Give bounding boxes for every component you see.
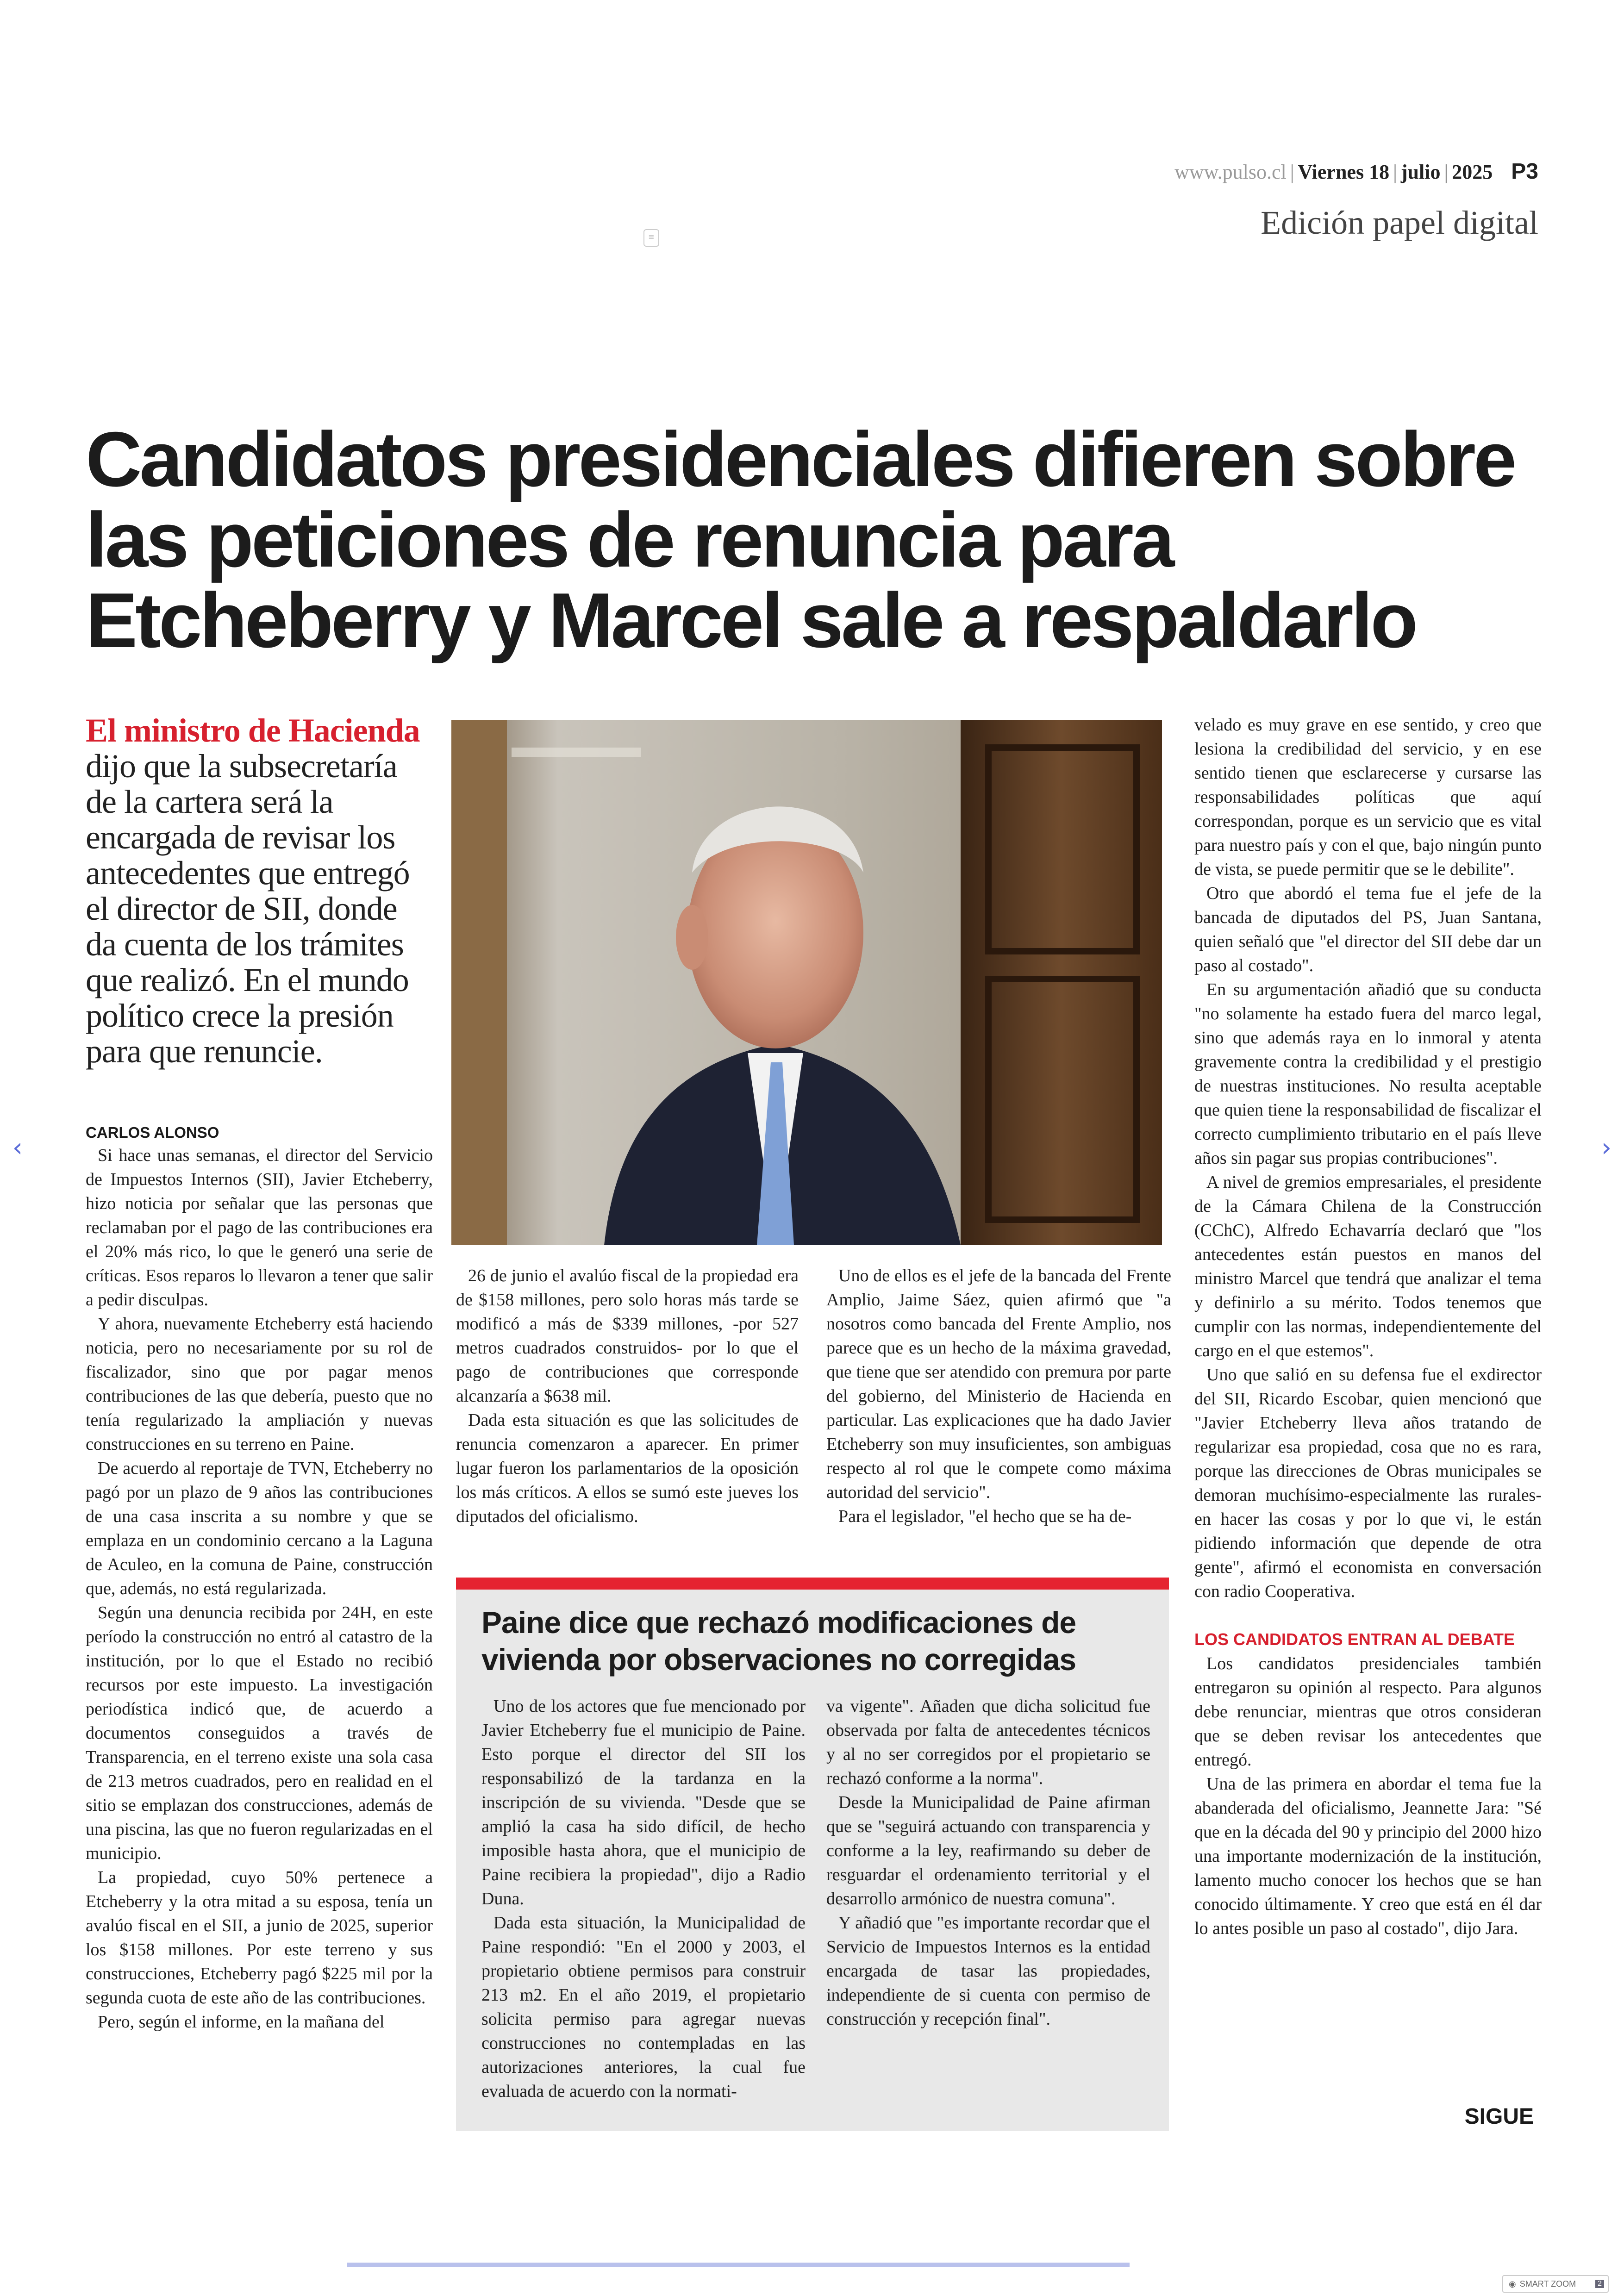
paragraph: La propiedad, cuyo 50% pertenece a Etcheberry y la otra mitad a su esposa, tenía un avalúo fiscal en el SII, a junio de 2025, superior los $158 millones. Por este terreno y sus construcciones, Etcheberry pagó $225 mil por la segunda cuota de este año de las contribuciones. <box>86 1868 433 2008</box>
issue-day: Viernes 18 <box>1298 161 1390 183</box>
scrollbar-thumb[interactable] <box>347 2263 1130 2267</box>
paragraph: En su argumentación añadió que su conducta "no solamente ha estado fuera del marco legal, sino que además raya en lo inmoral y atenta gravemente contra la credibilidad y el prestigio de nuestras instituciones. No resulta aceptable que quien tiene la responsabilidad de fiscalizar el correcto cumplimiento tributario en el país lleve años sin pagar sus propias contribuciones". <box>1194 980 1542 1168</box>
chevron-left-icon[interactable]: ‹ <box>12 1133 23 1163</box>
article-lead <box>86 713 428 1069</box>
edition-label: Edición papel digital <box>1261 204 1538 241</box>
article-photo <box>451 720 1162 1245</box>
zoom-count: 2 <box>1595 2280 1604 2288</box>
photo-illustration <box>451 720 1162 1245</box>
paragraph: Si hace unas semanas, el director del Servicio de Impuestos Internos (SII), Javier Etcheberry, hizo noticia por señalar que las personas que reclamaban por el pago de las contribuciones era el 20% más rico, lo que le generó una serie de críticas. Esos reparos lo llevaron a tener que salir a pedir disculpas. <box>86 1146 433 1310</box>
page-number: P3 <box>1511 159 1538 184</box>
box-column-2 <box>826 1694 1150 2031</box>
paragraph: va vigente". Añaden que dicha solicitud fue observada por falta de antecedentes técnicos y al no ser corregidos por el propietario se rechazó conforme a la norma". <box>826 1696 1150 1788</box>
box-column-1 <box>481 1694 806 2103</box>
paragraph: Para el legislador, "el hecho que se ha de- <box>838 1507 1132 1526</box>
paragraph: Uno que salió en su defensa fue el exdirector del SII, Ricardo Escobar, quien mencionó que "Javier Etcheberry lleva años tratando de regularizar esa propiedad, cosa que no es rara, porque las direcciones de Obras municipales se demoran muchísimo-especialmente las rurales- en hacer las cosas y por lo que vi, le están pidiendo información que depende de otra gente", afirmó el economista en conversación con radio Cooperativa. <box>1194 1365 1542 1601</box>
lead-highlight: El ministro de Hacienda <box>86 712 420 749</box>
paragraph: Los candidatos presidenciales también entregaron su opinión al respecto. Para algunos debe renunciar, mientras que otros consideran que se deben revisar los antecedentes que entregó. <box>1194 1654 1542 1770</box>
zoom-label: SMART ZOOM <box>1519 2279 1576 2289</box>
paragraph: A nivel de gremios empresariales, el presidente de la Cámara Chilena de la Construcción (CChC), Alfredo Echavarría declaró que "los antecedentes están puestos en manos del ministro Marcel que tendrá que analizar el tema y definirlo a su mérito. Todos tenemos que cumplir con las normas, independientemente del cargo en el que estemos". <box>1194 1172 1542 1360</box>
article-column-3 <box>826 1264 1171 1528</box>
paragraph: Otro que abordó el tema fue el jefe de la bancada de diputados del PS, Juan Santana, quien señaló que "el director del SII debe dar un paso al costado". <box>1194 884 1542 975</box>
continues-label: SIGUE <box>1464 2104 1534 2129</box>
paragraph: Pero, según el informe, en la mañana del <box>98 2012 385 2032</box>
masthead: www.pulso.cl | Viernes 18 | julio | 2025 P3 <box>1174 159 1538 184</box>
paragraph: Una de las primera en abordar el tema fue la abanderada del oficialismo, Jeannette Jara: "Sé que en la década del 90 y principio del 2000 hizo una importante modernización de la institución, lamento mucho conocer los hechos que se han conocido últimamente. Y creo que está en él dar lo antes posible un paso al costado", dijo Jara. <box>1194 1774 1542 1938</box>
document-icon[interactable]: ≡ <box>643 229 659 247</box>
paragraph: De acuerdo al reportaje de TVN, Etcheberry no pagó por un plazo de 9 años las contribuciones de una casa inscrita a su nombre y que se emplaza en un condominio cercano a la Laguna de Aculeo, en la comuna de Paine, construcción que, además, no está regularizada. <box>86 1459 433 1598</box>
page-scrollbar[interactable] <box>347 2263 1130 2267</box>
paragraph: Desde la Municipalidad de Paine afirman que se "seguirá actuando con transparencia y conforme a la ley, reafirmando su deber de resguardar el ordenamiento territorial y el desarrollo armónico de nuestra comuna". <box>826 1793 1150 1908</box>
paragraph: Según una denuncia recibida por 24H, en este período la construcción no entró al catastro de la institución, por lo que el Estado no recibió recursos por este impuesto. La investigación periodística indicó que, de acuerdo a documentos conseguidos a través de Transparencia, en el terreno existe una sola casa de 213 metros cuadrados, pero en realidad en el sitio se emplazan dos construcciones, además de una piscina, las que no fueron regularizadas en el municipio. <box>86 1603 433 1863</box>
box-title: Paine dice que rechazó modificaciones de vivienda por observaciones no corregidas <box>481 1605 1076 1677</box>
chevron-right-icon[interactable]: › <box>1601 1133 1612 1163</box>
issue-month: julio <box>1400 161 1441 183</box>
paragraph: Dada esta situación, la Municipalidad de Paine respondió: "En el 2000 y 2003, el propietario obtiene permisos para construir 213 m2. En el año 2019, el propietario solicita permiso para agregar nuevas construcciones no contempladas en las autorizaciones anteriores, la cual fue evaluada de acuerdo con la normati- <box>481 1913 806 2101</box>
lead-text: dijo que la subsecretaría de la cartera será la encargada de revisar los antecedentes que entregó el director de SII, donde da cuenta de los trámites que realizó. En el mundo político crece la presión para que renuncie. <box>86 748 410 1070</box>
article-column-2 <box>456 1264 799 1528</box>
smart-zoom-button[interactable] <box>1502 2275 1609 2293</box>
issue-year: 2025 <box>1452 161 1493 183</box>
page-title: Candidatos presidenciales difieren sobre las peticiones de renuncia para Etcheberry y Marcel sale a respaldarlo <box>86 416 1515 664</box>
paragraph: Dada esta situación es que las solicitudes de renuncia comenzaron a aparecer. En primer lugar fueron los parlamentarios de la oposición los más críticos. A ellos se sumó este jueves los diputados del oficialismo. <box>456 1410 799 1526</box>
paragraph: 26 de junio el avalúo fiscal de la propiedad era de $158 millones, pero solo horas más tarde se modificó a más de $339 millones, -por 527 metros cuadrados construidos- por lo que el pago de contribuciones que corresponde alcanzaría a $638 mil. <box>456 1266 799 1406</box>
paragraph: Uno de ellos es el jefe de la bancada del Frente Amplio, Jaime Sáez, quien afirmó que "a nosotros como bancada del Frente Amplio, nos parece que es un hecho de la máxima gravedad, que tiene que ser atendido con premura por parte del gobierno, del Ministerio de Hacienda en particular. Las explicaciones que ha dado Javier Etcheberry son muy insuficientes, son ambiguas respecto al rol que le compete como máxima autoridad del servicio". <box>826 1266 1171 1502</box>
box-accent-bar <box>456 1578 1169 1590</box>
byline: CARLOS ALONSO <box>86 1124 219 1141</box>
paragraph: velado es muy grave en ese sentido, y creo que lesiona la credibilidad del servicio, y en ese sentido tienen que esclarecerse y cursarse las responsabilidades políticas que aquí correspondan, porque es un servicio que es vital para nuestro país y con el que, bajo ningún punto de vista, se puede permitir que se le debilite". <box>1194 715 1542 879</box>
site-url[interactable]: www.pulso.cl <box>1174 161 1287 183</box>
paragraph: Y añadió que "es importante recordar que el Servicio de Impuestos Internos es la entidad encargada de tasar las propiedades, independiente de si cuenta con permiso de construcción y recepción final". <box>826 1913 1150 2029</box>
article-column-1 <box>86 1143 433 2034</box>
article-column-4 <box>1194 713 1542 1940</box>
paragraph: Uno de los actores que fue mencionado por Javier Etcheberry fue el municipio de Paine. Esto porque el director del SII los responsabilizó de la tardanza en la inscripción de su vivienda. "Desde que se amplió la casa ha sido difícil, de hecho imposible hasta ahora, que el municipio de Paine recibiera la propiedad", dijo a Radio Duna. <box>481 1696 806 1908</box>
section-subhead: LOS CANDIDATOS ENTRAN AL DEBATE <box>1194 1630 1515 1649</box>
eye-icon: ◉ <box>1509 2279 1516 2289</box>
paragraph: Y ahora, nuevamente Etcheberry está haciendo noticia, pero no necesariamente por su rol de fiscalizador, sino que por pagar menos contribuciones de las que debería, puesto que no tenía regularizado la ampliación y nuevas construcciones en su terreno en Paine. <box>86 1314 433 1454</box>
